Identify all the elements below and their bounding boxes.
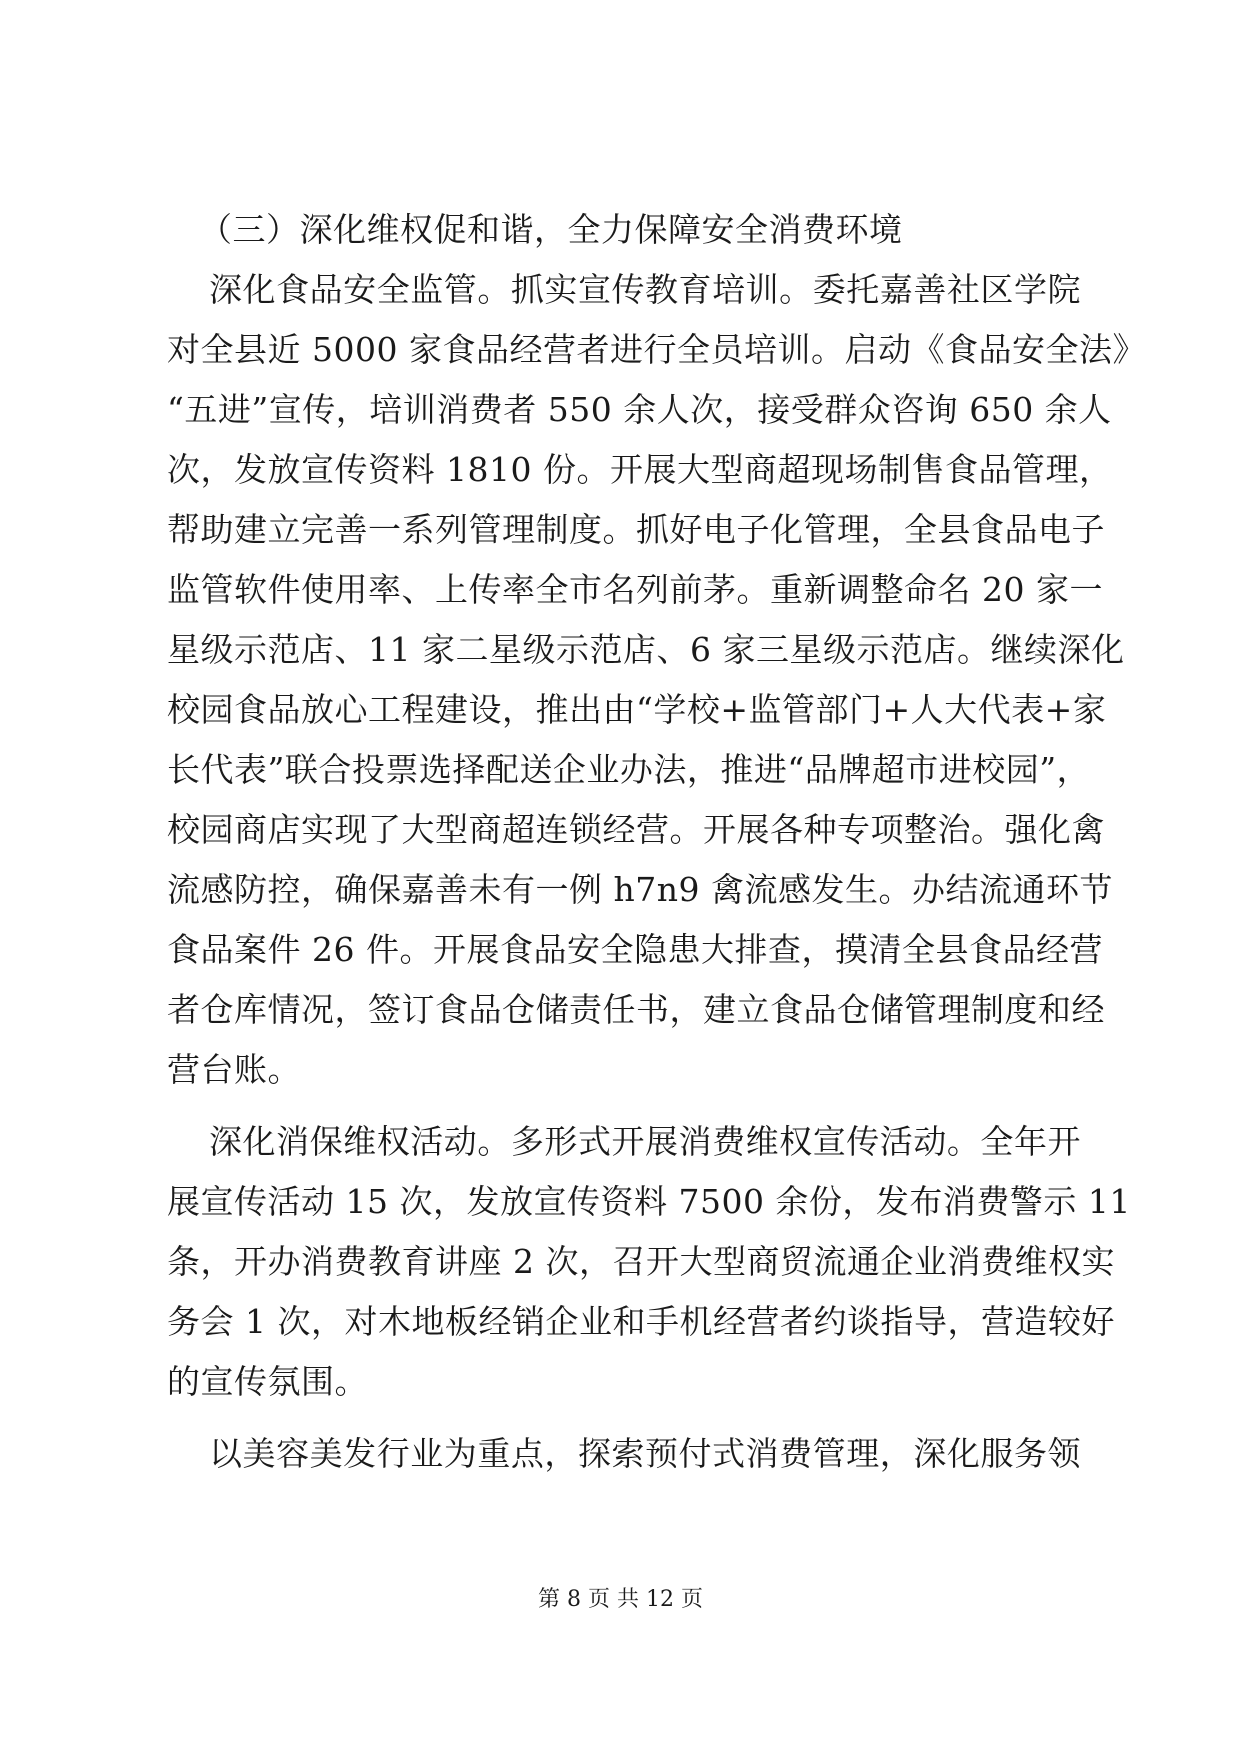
paragraph-line: 校园商店实现了大型商超连锁经营。开展各种专项整治。强化禽	[167, 810, 1105, 849]
paragraph-line: 者仓库情况，签订食品仓储责任书，建立食品仓储管理制度和经	[167, 990, 1105, 1029]
section-heading: （三）深化维权促和谐，全力保障安全消费环境	[199, 210, 903, 249]
paragraph-line: 星级示范店、11 家二星级示范店、6 家三星级示范店。继续深化	[167, 630, 1125, 669]
paragraph-line: “五进”宣传，培训消费者 550 余人次，接受群众咨询 650 余人	[167, 390, 1112, 429]
paragraph-line: 深化消保维权活动。多形式开展消费维权宣传活动。全年开	[209, 1122, 1081, 1161]
paragraph-line: 长代表”联合投票选择配送企业办法，推进“品牌超市进校园”，	[167, 750, 1091, 789]
paragraph-line: 食品案件 26 件。开展食品安全隐患大排查，摸清全县食品经营	[167, 930, 1103, 969]
paragraph-line: 条，开办消费教育讲座 2 次，召开大型商贸流通企业消费维权实	[167, 1242, 1115, 1281]
page-number-footer: 第 8 页 共 12 页	[538, 1587, 703, 1612]
paragraph-line: 以美容美发行业为重点，探索预付式消费管理，深化服务领	[209, 1434, 1081, 1473]
paragraph-line: 监管软件使用率、上传率全市名列前茅。重新调整命名 20 家一	[167, 570, 1103, 609]
paragraph-line: 深化食品安全监管。抓实宣传教育培训。委托嘉善社区学院	[209, 270, 1081, 309]
paragraph-line: 展宣传活动 15 次，发放宣传资料 7500 余份，发布消费警示 11	[167, 1182, 1131, 1221]
paragraph-line: 次，发放宣传资料 1810 份。开展大型商超现场制售食品管理，	[167, 450, 1113, 489]
paragraph-line: 务会 1 次，对木地板经销企业和手机经营者约谈指导，营造较好	[167, 1302, 1115, 1341]
paragraph-line: 帮助建立完善一系列管理制度。抓好电子化管理，全县食品电子	[167, 510, 1105, 549]
paragraph-line: 对全县近 5000 家食品经营者进行全员培训。启动《食品安全法》	[167, 330, 1146, 369]
paragraph-line: 营台账。	[167, 1050, 301, 1089]
paragraph-line: 校园食品放心工程建设，推出由“学校+监管部门+人大代表+家	[167, 690, 1107, 729]
paragraph-line: 流感防控，确保嘉善未有一例 h7n9 禽流感发生。办结流通环节	[167, 870, 1113, 909]
paragraph-line: 的宣传氛围。	[167, 1362, 368, 1401]
